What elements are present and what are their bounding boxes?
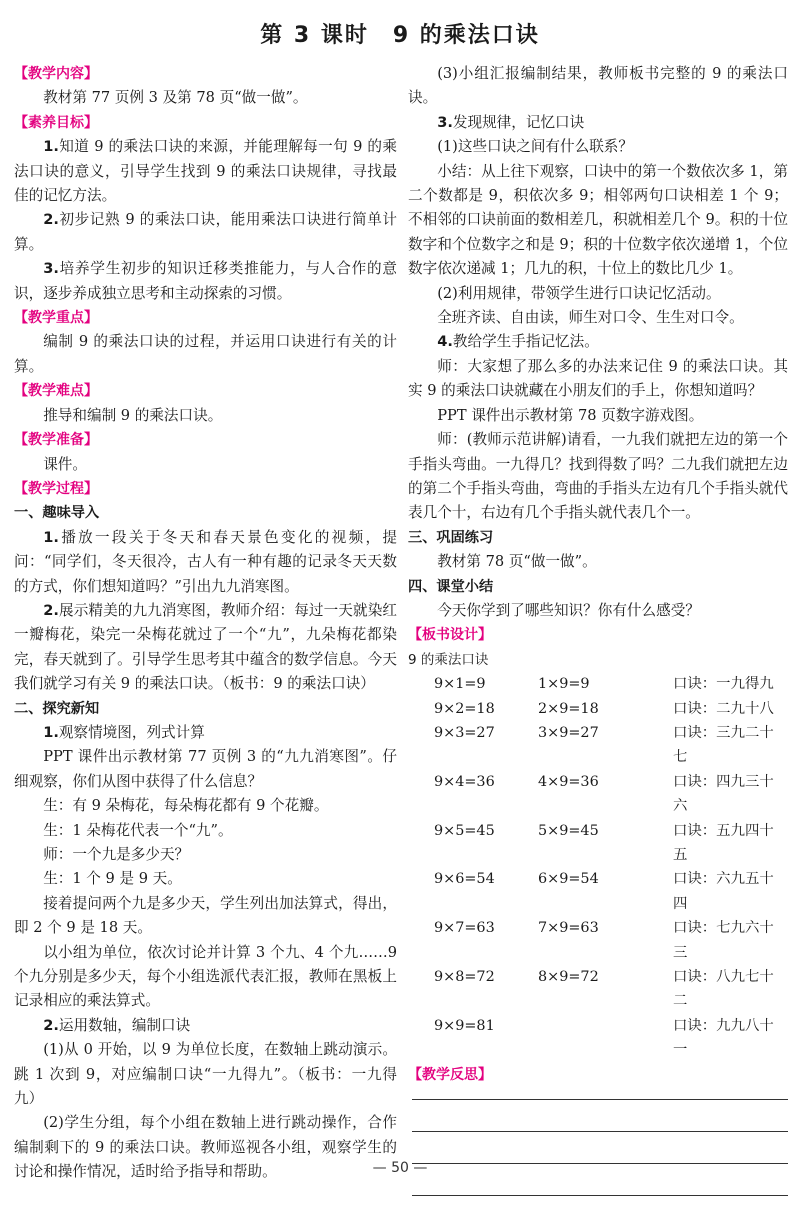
board-cell: 9×5=45 xyxy=(434,822,495,839)
goal-3-text: 培养学生初步的知识迁移类推能力，与人合作的意识，逐步养成独立思考和主动探索的习惯。 xyxy=(14,260,397,302)
explore-step-4-number: 4. xyxy=(437,333,453,351)
right-column xyxy=(408,62,788,1227)
board-row xyxy=(408,819,788,868)
board-cell: 口诀：二九十八 xyxy=(673,700,774,717)
reflection-line xyxy=(412,1131,788,1132)
explore-line: 接着提问两个九是多少天，学生列出加法算式，得出，即 2 个 9 是 18 天。 xyxy=(14,894,397,937)
explore-step-2-p2: (2)学生分组，每个小组在数轴上进行跳动操作，合作编制剩下的 9 的乘法口诀。教师巡视各小组，观察学生的讨论和操作情况，适时给予指导和帮助。 xyxy=(14,1114,397,1181)
page-title: 第 3 课时 9 的乘法口诀 xyxy=(260,23,540,48)
page-number: — 50 — xyxy=(372,1160,428,1176)
board-cell: 口诀：四九三十六 xyxy=(673,773,774,815)
board-row xyxy=(408,672,788,696)
board-cell: 9×3=27 xyxy=(434,724,495,741)
explore-step-1-label: 观察情境图，列式计算 xyxy=(58,723,205,741)
board-cell: 口诀：九九八十一 xyxy=(673,1017,774,1059)
intro-p1-text: 播放一段关于冬天和春天景色变化的视频，提问：“同学们，冬天很冷，古人有一种有趣的记录冬天天数的方式，你们想知道吗？”引出九九消寒图。 xyxy=(14,528,397,595)
explore-step-2-p3: (3)小组汇报编制结果，教师板书完整的 9 的乘法口诀。 xyxy=(408,65,788,107)
intro-p2-text: 展示精美的九九消寒图，教师介绍：每过一天就染红一瓣梅花，染完一朵梅花就过了一个“九”，九朵梅花都染完，春天就到了。引导学生思考其中蕴含的数学信息。今天我们就学习有关 9 的乘法口诀。（板书：9 的乘法口诀） xyxy=(14,601,397,693)
board-cell: 3×9=27 xyxy=(538,724,599,741)
goal-1-text: 知道 9 的乘法口诀的来源，并能理解每一句 9 的乘法口诀的意义，引导学生找到 9 的乘法口诀规律，寻找最佳的记忆方法。 xyxy=(14,138,397,205)
explore-step-3-p2: 小结：从上往下观察，口诀中的第一个数依次多 1，第二个数都是 9，积依次多 9；相邻两句口诀相差 1 个 9；不相邻的口诀前面的数相差几，积就相差几个 9。积的十位数字和个位数字之和是 9；积的十位数字依次递增 1，个位数字依次递减 1；几九的积，十位上的数比几少 1。 xyxy=(408,162,788,278)
board-row xyxy=(408,721,788,770)
explore-step-2-number: 2. xyxy=(43,1016,59,1034)
explore-line: PPT 课件出示教材第 77 页例 3 的“九九消寒图”。仔细观察，你们从图中获得了什么信息？ xyxy=(14,748,397,790)
explore-step-4-title xyxy=(408,330,788,354)
prep-text: 课件。 xyxy=(43,455,87,473)
section-tag-board: 【板书设计】 xyxy=(408,627,492,644)
board-cell: 9×1=9 xyxy=(434,676,486,693)
section-tag-key: 【教学重点】 xyxy=(14,310,98,327)
board-row xyxy=(408,916,788,965)
board-row xyxy=(408,867,788,916)
board-cell: 9×9=81 xyxy=(434,1017,495,1034)
goal-2 xyxy=(14,208,397,257)
explore-step-3-number: 3. xyxy=(437,113,453,131)
intro-p2-number: 2. xyxy=(43,601,59,619)
section-tag-prep: 【教学准备】 xyxy=(14,432,98,449)
difficulty-text: 推导和编制 9 的乘法口诀。 xyxy=(43,406,223,424)
explore-step-3-title xyxy=(408,111,788,135)
board-cell xyxy=(528,1014,663,1063)
board-row xyxy=(408,1014,788,1063)
section-heading-practice: 三、巩固练习 xyxy=(408,529,494,546)
reflection-line xyxy=(412,1195,788,1196)
board-cell: 9×2=18 xyxy=(434,700,495,717)
board-table xyxy=(408,672,788,1063)
board-cell: 7×9=63 xyxy=(538,920,599,937)
section-tag-content: 【教学内容】 xyxy=(14,66,98,82)
goal-3-number: 3. xyxy=(43,260,59,278)
explore-step-3-label: 发现规律，记忆口诀 xyxy=(452,113,585,131)
board-cell: 6×9=54 xyxy=(538,871,599,888)
board-cell: 9×7=63 xyxy=(434,920,495,937)
section-heading-intro: 一、趣味导入 xyxy=(14,505,100,522)
reflection-line xyxy=(412,1099,788,1100)
intro-paragraph-1 xyxy=(14,526,397,599)
board-row xyxy=(408,965,788,1014)
section-tag-difficulty: 【教学难点】 xyxy=(14,383,98,400)
board-cell: 口诀：八九七十二 xyxy=(673,969,774,1010)
board-cell: 9×4=36 xyxy=(434,773,495,790)
section-heading-summary: 四、课堂小结 xyxy=(408,578,494,595)
reflection-lines xyxy=(408,1099,788,1196)
board-cell: 5×9=45 xyxy=(538,822,599,839)
board-cell: 8×9=72 xyxy=(538,969,599,986)
board-cell: 口诀：三九二十七 xyxy=(673,724,774,766)
board-row xyxy=(408,770,788,819)
explore-line: 以小组为单位，依次讨论并计算 3 个九、4 个九……9 个九分别是多少天，每个小组选派代表汇报，教师在黑板上记录相应的乘法算式。 xyxy=(14,943,397,1010)
board-cell: 口诀：七九六十三 xyxy=(673,920,774,961)
board-cell: 口诀：六九五十四 xyxy=(673,871,774,912)
left-column xyxy=(14,62,397,1185)
explore-step-4-label: 教给学生手指记忆法。 xyxy=(452,333,599,351)
board-cell: 4×9=36 xyxy=(538,773,599,790)
goal-3 xyxy=(14,257,397,306)
board-row xyxy=(408,697,788,721)
explore-step-1-number: 1. xyxy=(43,723,59,741)
section-tag-reflection: 【教学反思】 xyxy=(408,1066,492,1083)
section-heading-explore: 二、探究新知 xyxy=(14,700,100,717)
summary-text: 今天你学到了哪些知识？你有什么感受？ xyxy=(437,601,700,619)
explore-step-4-p2: PPT 课件出示教材第 78 页数字游戏图。 xyxy=(437,406,704,424)
explore-step-3-p3: (2)利用规律，带领学生进行口诀记忆活动。 xyxy=(437,284,721,302)
section-tag-process: 【教学过程】 xyxy=(14,480,98,497)
explore-line: 师：一个九是多少天？ xyxy=(43,846,190,863)
explore-step-4-p3: 师：(教师示范讲解)请看，一九我们就把左边的第一个手指头弯曲。一九得几？找到得数了吗？二九我们就把左边的第二个手指头弯曲，弯曲的手指头左边有几个手指头就代表几个十，右边有几个手指头就代表几个一。 xyxy=(408,431,788,522)
key-text: 编制 9 的乘法口诀的过程，并运用口诀进行有关的计算。 xyxy=(14,333,397,375)
board-cell: 口诀：五九四十五 xyxy=(673,822,774,863)
explore-step-4-p1: 师：大家想了那么多的办法来记住 9 的乘法口诀。其实 9 的乘法口诀就藏在小朋友们的手上，你想知道吗？ xyxy=(408,357,788,400)
board-cell: 9×6=54 xyxy=(434,871,495,888)
explore-line: 生：有 9 朵梅花，每朵梅花都有 9 个花瓣。 xyxy=(43,797,329,815)
explore-line: 生：1 朵梅花代表一个“九”。 xyxy=(43,821,233,839)
explore-line: 生：1 个 9 是 9 天。 xyxy=(43,870,182,888)
explore-step-3-p1: (1)这些口诀之间有什么联系？ xyxy=(437,138,633,156)
goal-2-number: 2. xyxy=(43,211,59,229)
explore-step-2-p1: (1)从 0 开始，以 9 为单位长度，在数轴上跳动演示。跳 1 次到 9，对应编制口诀“一九得九”。（板书：一九得九） xyxy=(14,1041,397,1108)
goal-1-number: 1. xyxy=(43,138,59,156)
explore-step-2-title xyxy=(14,1014,397,1038)
board-cell: 9×8=72 xyxy=(434,969,495,986)
explore-step-2-label: 运用数轴，编制口诀 xyxy=(58,1016,191,1034)
board-cell: 2×9=18 xyxy=(538,700,599,717)
practice-text: 教材第 78 页“做一做”。 xyxy=(437,553,597,571)
explore-step-1-title xyxy=(14,721,397,745)
goal-2-text: 初步记熟 9 的乘法口诀，能用乘法口诀进行简单计算。 xyxy=(14,211,397,253)
intro-paragraph-2 xyxy=(14,599,397,697)
intro-p1-number: 1. xyxy=(43,528,59,546)
goal-1 xyxy=(14,135,397,208)
board-title: 9 的乘法口诀 xyxy=(408,651,489,668)
board-cell: 1×9=9 xyxy=(538,676,590,693)
section-tag-goals: 【素养目标】 xyxy=(14,114,98,131)
explore-step-3-p4: 全班齐读、自由读，师生对口令、生生对口令。 xyxy=(437,309,744,327)
board-cell: 口诀：一九得九 xyxy=(673,676,774,693)
content-text: 教材第 77 页例 3 及第 78 页“做一做”。 xyxy=(43,89,308,107)
